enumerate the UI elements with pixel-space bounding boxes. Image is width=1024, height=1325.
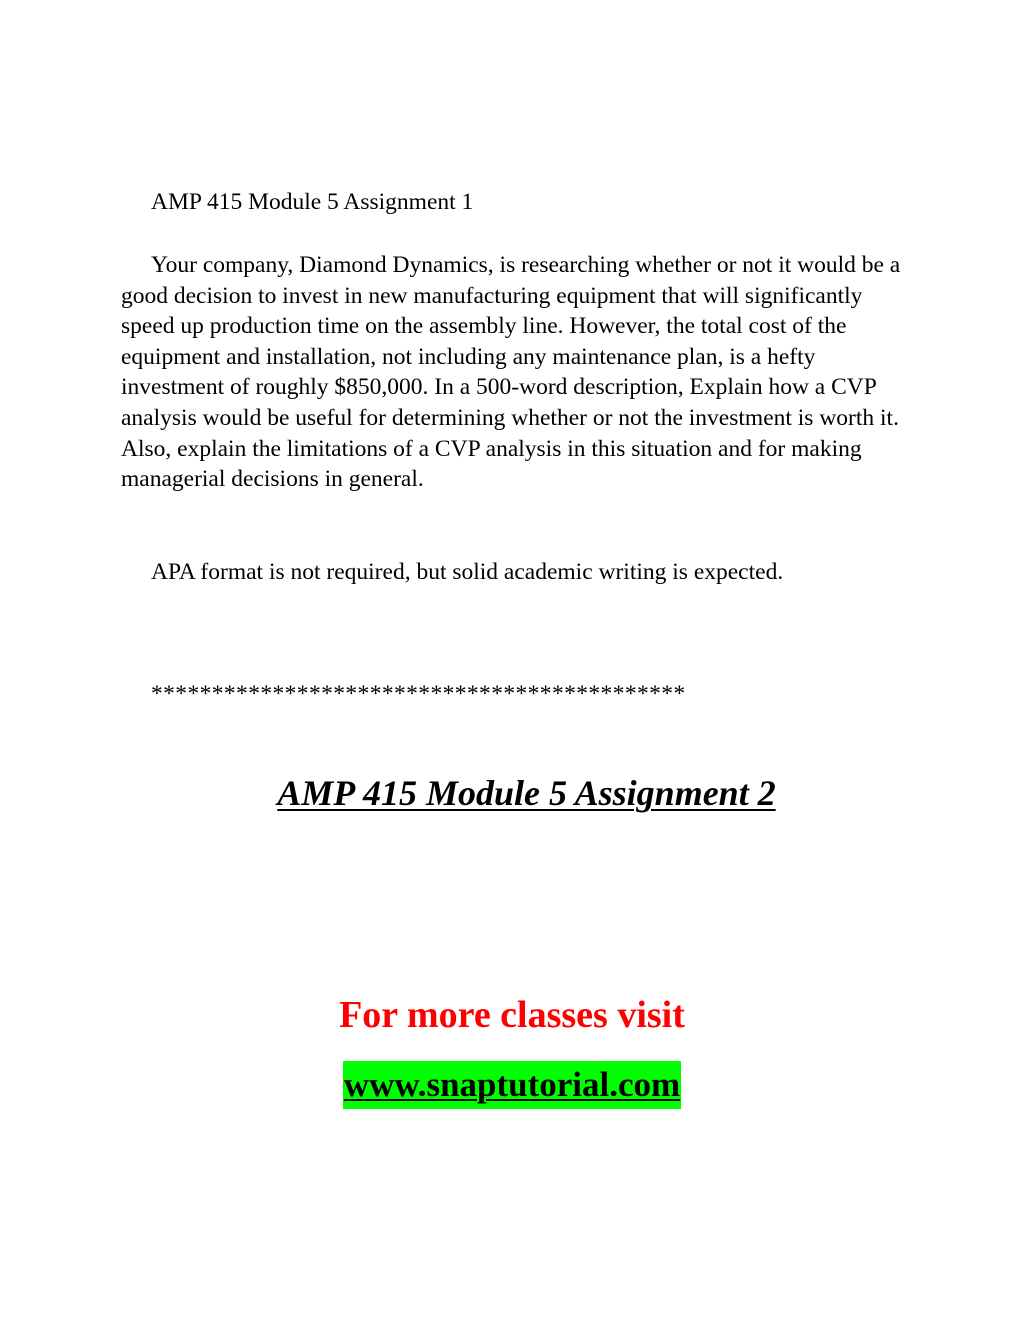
assignment1-description: Your company, Diamond Dynamics, is researching whether or not it would be a good decision to invest in new manufacturing equipment that will significantly speed up production time on the assembly line. However, the total cost of the equipment and installation, not including any maintenance plan, is a hefty investment of roughly $850,000. In a 500-word description, Explain how a CVP analysis would be useful for determining whether or not the investment is worth it. Also, explain the limitations of a CVP analysis in this situation and for making managerial decisions in general. (121, 252, 901, 493)
promo-link-container (0, 1061, 1024, 1109)
promo-text: For more classes visit (339, 994, 685, 1036)
assignment1-title: AMP 415 Module 5 Assignment 1 (151, 189, 474, 215)
promo-link[interactable]: www.snaptutorial.com (343, 1061, 681, 1109)
separator-line: ******************************************** (151, 681, 686, 707)
assignment2-title: AMP 415 Module 5 Assignment 2 (277, 773, 776, 813)
format-note: APA format is not required, but solid academic writing is expected. (151, 559, 784, 585)
